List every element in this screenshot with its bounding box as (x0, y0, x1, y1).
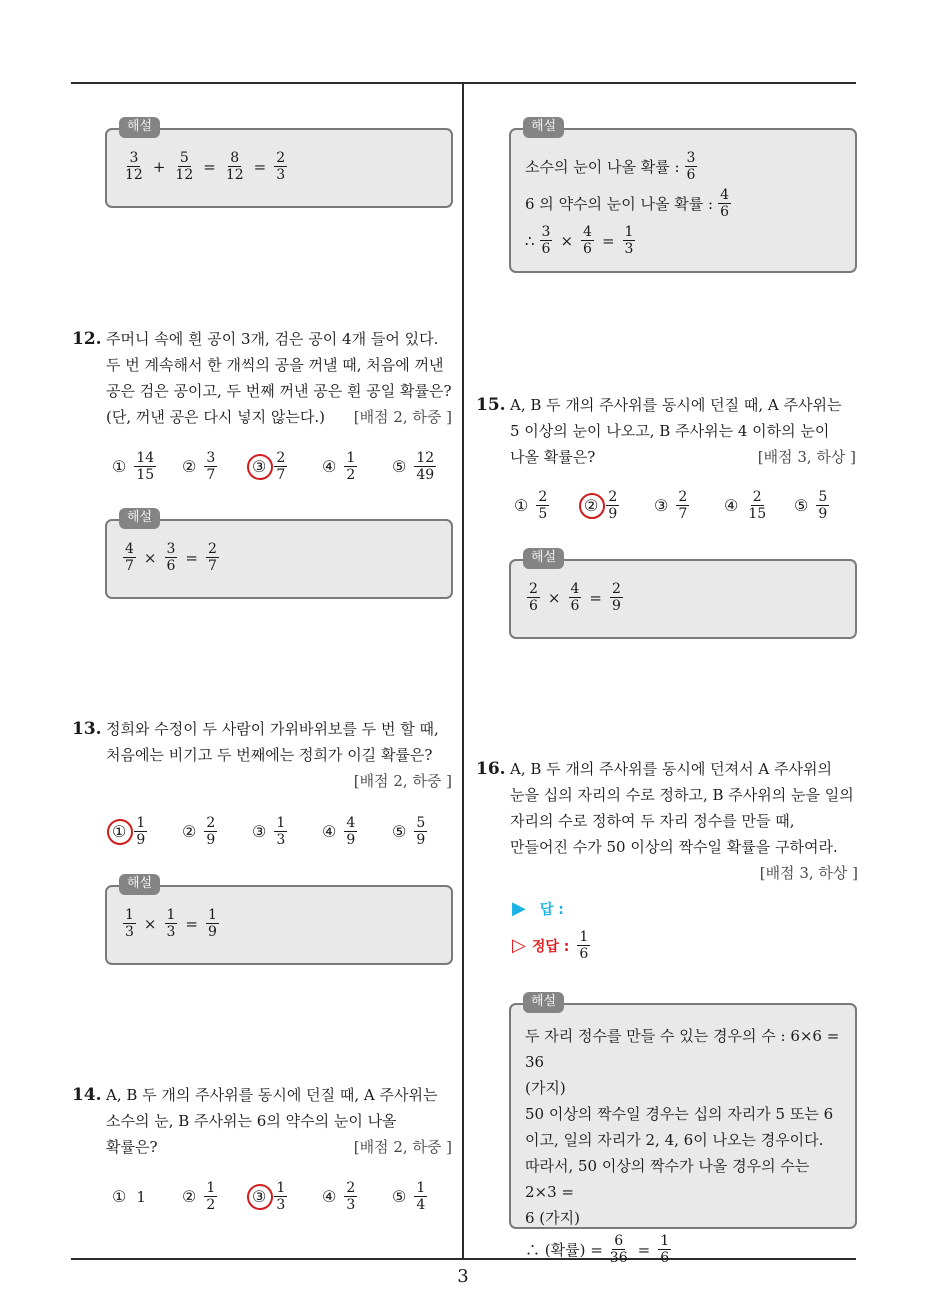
choice-2[interactable]: ② $\frac{2}{9}$ (182, 815, 216, 848)
question-line: 공은 검은 공이고, 두 번째 꺼낸 공은 흰 공일 확률은? (106, 382, 452, 400)
q14-explanation-box (509, 119, 857, 273)
play-triangle-icon: ▶ (512, 898, 526, 919)
q13-solution-formula: $\frac{1}{3}$ × $\frac{1}{3}$ = $\frac{1}{9}$ (125, 907, 217, 940)
question-15 (476, 392, 856, 470)
solution-line: 이고, 일의 자리가 2, 4, 6이 나오는 경우이다. (525, 1131, 824, 1149)
q12-solution-formula: $\frac{4}{7}$ × $\frac{3}{6}$ = $\frac{2}{7}$ (125, 541, 217, 574)
score-meta: [배점 2, 하중 ] (353, 408, 452, 426)
q12-choices (112, 450, 462, 483)
answer-label: 답 : (539, 901, 564, 918)
explanation-tab: 해설 (523, 548, 564, 569)
q14-choices (112, 1180, 462, 1213)
choice-1[interactable]: ① $\frac{1}{9}$ (112, 815, 182, 848)
answer-circle-mark (247, 1184, 273, 1210)
question-line: A, B 두 개의 주사위를 동시에 던질 때, A 주사위는 (510, 396, 842, 414)
question-16 (476, 756, 858, 886)
choice-4[interactable]: ④ $\frac{2}{15}$ (724, 489, 767, 522)
solution-line: 따라서, 50 이상의 짝수가 나올 경우의 수는 2×3 = (525, 1157, 810, 1201)
choice-3[interactable]: ③ $\frac{1}{3}$ (252, 815, 286, 848)
column-divider (462, 83, 464, 1259)
question-line: (단, 꺼낸 공은 다시 넣지 않는다.) (106, 408, 325, 426)
fraction: $\frac{5}{12}$ (175, 150, 194, 183)
score-meta: [배점 2, 하중 ] (353, 1138, 452, 1156)
question-line: 5 이상의 눈이 나오고, B 주사위는 4 이하의 눈이 (510, 422, 830, 440)
fraction: $\frac{8}{12}$ (225, 150, 244, 183)
explanation-tab: 해설 (119, 508, 160, 529)
question-number: 12. (72, 329, 102, 349)
question-line: A, B 두 개의 주사위를 동시에 던져서 A 주사위의 (510, 760, 832, 778)
question-line: 두 번 계속해서 한 개씩의 공을 꺼낼 때, 처음에 꺼낸 (106, 356, 444, 374)
score-meta: [배점 3, 하상 ] (757, 448, 856, 466)
choice-5[interactable]: ⑤ $\frac{1}{4}$ (392, 1180, 426, 1213)
solution-line: 50 이상의 짝수일 경우는 십의 자리가 5 또는 6 (525, 1105, 834, 1123)
choice-5[interactable]: ⑤ $\frac{5}{9}$ (392, 815, 426, 848)
question-number: 14. (72, 1085, 102, 1105)
question-12 (72, 326, 452, 430)
choice-1[interactable]: ① 1 (112, 1187, 146, 1206)
score-meta: [배점 2, 하중 ] (353, 772, 452, 790)
question-line: 소수의 눈, B 주사위는 6의 약수의 눈이 나올 (106, 1112, 397, 1130)
outline-triangle-icon: ▷ (512, 935, 526, 956)
choice-3[interactable]: ③ $\frac{2}{7}$ (252, 450, 322, 483)
q14-solution-line-3: ∴ $\frac{3}{6}$ × $\frac{4}{6}$ = $\frac{1}{3}$ (525, 224, 634, 257)
explanation-tab: 해설 (119, 874, 160, 895)
answer-circle-mark (247, 454, 273, 480)
answer-circle-mark (107, 819, 133, 845)
q16-explanation-box (509, 994, 857, 1266)
choice-5[interactable]: ⑤ $\frac{5}{9}$ (794, 489, 828, 522)
question-line: 주머니 속에 흰 공이 3개, 검은 공이 4개 들어 있다. (106, 330, 439, 348)
question-number: 16. (476, 759, 506, 779)
q13-choices (112, 815, 462, 848)
question-line: 나올 확률은? (510, 448, 596, 466)
q14-solution-line-2: 6 의 약수의 눈이 나올 확률 : $\frac{4}{6}$ (525, 187, 730, 220)
question-line: 눈을 십의 자리의 수로 정하고, B 주사위의 눈을 일의 (510, 786, 854, 804)
fraction: $\frac{3}{12}$ (125, 150, 143, 183)
q12-explanation-box (105, 510, 453, 599)
choice-2[interactable]: ② $\frac{3}{7}$ (182, 450, 216, 483)
question-13 (72, 716, 452, 794)
explanation-tab: 해설 (523, 117, 564, 138)
question-number: 13. (72, 719, 102, 739)
choice-3[interactable]: ③ $\frac{2}{7}$ (654, 489, 688, 522)
q15-explanation-box (509, 550, 857, 639)
explanation-tab: 해설 (119, 117, 160, 138)
correct-answer-row (512, 929, 592, 962)
question-14 (72, 1082, 452, 1160)
q11-solution-formula: $\frac{3}{12}$ + $\frac{5}{12}$ = $\frac{8}{12}$ = $\frac{2}{3}$ (125, 150, 286, 183)
fraction: $\frac{2}{3}$ (276, 150, 286, 183)
question-line: A, B 두 개의 주사위를 동시에 던질 때, A 주사위는 (106, 1086, 438, 1104)
choice-5[interactable]: ⑤ $\frac{12}{49}$ (392, 450, 435, 483)
question-line: 만들어진 수가 50 이상의 짝수일 확률을 구하여라. (510, 838, 838, 856)
choice-4[interactable]: ④ $\frac{4}{9}$ (322, 815, 356, 848)
q15-choices (514, 489, 864, 522)
page-number: 3 (457, 1266, 469, 1287)
correct-answer-value: $\frac{1}{6}$ (579, 929, 589, 962)
question-line: 자리의 수로 정하여 두 자리 정수를 만들 때, (510, 812, 795, 830)
q14-solution-line-1: 소수의 눈이 나올 확률 : $\frac{3}{6}$ (525, 150, 696, 183)
answer-circle-mark (579, 493, 605, 519)
explanation-tab: 해설 (523, 992, 564, 1013)
solution-line: 두 자리 정수를 만들 수 있는 경우의 수 : 6×6 = 36 (525, 1027, 840, 1071)
q13-explanation-box (105, 876, 453, 965)
question-line: 정희와 수정이 두 사람이 가위바위보를 두 번 할 때, (106, 720, 439, 738)
choice-4[interactable]: ④ $\frac{2}{3}$ (322, 1180, 356, 1213)
correct-answer-label: 정답 : (531, 938, 570, 955)
q15-solution-formula: $\frac{2}{6}$ × $\frac{4}{6}$ = $\frac{2}{9}$ (529, 581, 621, 614)
choice-3[interactable]: ③ $\frac{1}{3}$ (252, 1180, 322, 1213)
question-number: 15. (476, 395, 506, 415)
question-line: 확률은? (106, 1138, 158, 1156)
choice-1[interactable]: ① $\frac{2}{5}$ (514, 489, 548, 522)
solution-line: (가지) (525, 1079, 566, 1097)
question-line: 처음에는 비기고 두 번째에는 정희가 이길 확률은? (106, 746, 433, 764)
choice-1[interactable]: ① $\frac{14}{15}$ (112, 450, 155, 483)
solution-line: 6 (가지) (525, 1209, 580, 1227)
q16-solution-result: ∴ (확률) = $\frac{6}{36}$ = $\frac{1}{6}$ (525, 1233, 670, 1266)
choice-4[interactable]: ④ $\frac{1}{2}$ (322, 450, 356, 483)
choice-2[interactable]: ② $\frac{2}{9}$ (584, 489, 654, 522)
q11-explanation-box (105, 119, 453, 208)
choice-2[interactable]: ② $\frac{1}{2}$ (182, 1180, 216, 1213)
score-meta: [배점 3, 하상 ] (759, 864, 858, 882)
answer-row (512, 898, 564, 919)
